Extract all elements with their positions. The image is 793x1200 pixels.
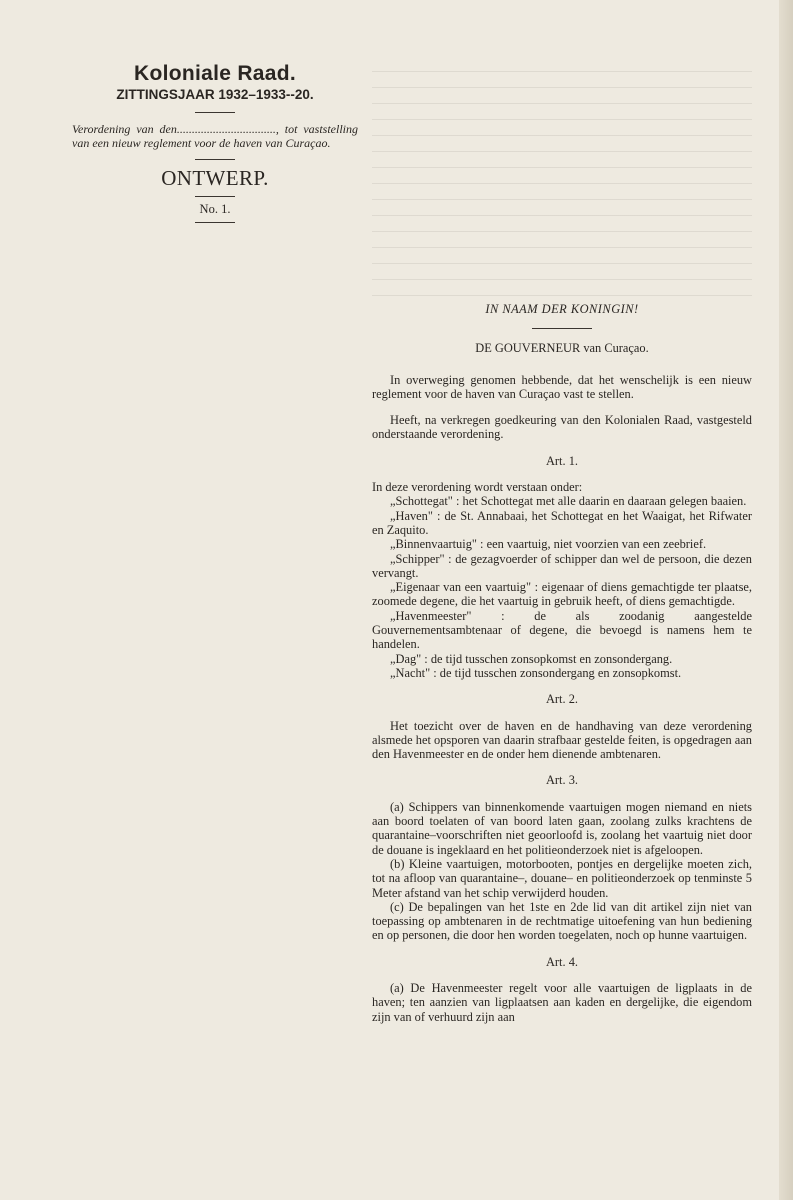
governor-line: DE GOUVERNEUR van Curaçao.: [475, 341, 649, 356]
bleed-through-text: [372, 64, 752, 304]
considering-clause: In overweging genomen hebbende, dat het wenschelijk is een nieuw reglement voor de haven van Curaçao vast te stellen.: [372, 372, 752, 401]
divider: [195, 222, 235, 223]
draft-number: No. 1.: [199, 202, 231, 216]
definition-item: „Dag" : de tijd tusschen zonsopkomst en zonsondergang.: [390, 651, 673, 666]
ordinance-body: [372, 302, 752, 1024]
article-paragraph: (a) De Havenmeester regelt voor alle vaartuigen de ligplaats in de haven; ten aanzien van ligplaatsen aan kaden en dergelijke, die eigendom zijn van of verhuurd zijn aan: [372, 980, 752, 1024]
article-paragraph: Het toezicht over de haven en de handhaving van deze verordening alsmede het opsporen van daarin strafbaar gestelde feiten, is opgedragen aan den Havenmeester en de onder hem dienende ambtenaren.: [372, 718, 752, 762]
council-title: Koloniale Raad.: [133, 62, 297, 85]
page-edge: [779, 0, 793, 1200]
article-paragraph: In deze verordening wordt verstaan onder:: [372, 480, 583, 495]
article-heading: Art. 2.: [545, 692, 578, 707]
session-year: ZITTINGSJAAR 1932–1933--20.: [116, 87, 314, 102]
enacting-clause: Heeft, na verkregen goedkeuring van den Kolonialen Raad, vastgesteld onderstaande verordening.: [372, 413, 752, 442]
definition-item: „Schottegat" : het Schottegat met alle daarin en daaraan gelegen baaien.: [390, 494, 747, 509]
definition-item: „Nacht" : de tijd tusschen zonsondergang en zonsopkomst.: [390, 665, 682, 680]
article-heading: Art. 3.: [545, 773, 578, 788]
document-header: [70, 62, 360, 223]
article-heading: Art. 4.: [545, 954, 578, 969]
article-paragraph: (c) De bepalingen van het 1ste en 2de lid van dit artikel zijn niet van toepassing op ambtenaren in de rechtmatige uitoefening van hun bediening en op personen, die door hen worden toegelaten, noch op hunne vaartuigen.: [372, 899, 752, 943]
article-paragraph: (a) Schippers van binnenkomende vaartuigen mogen niemand en niets aan boord toelaten of van boord laten gaan, zoolang zulks krachtens de quarantaine–voorschriften niet geoorloofd is, zoolang het vaartuig niet door de douane is ingeklaard en het politieonderzoek niet is afgeloopen.: [372, 799, 752, 857]
draft-title: ONTWERP.: [161, 166, 269, 190]
preamble-title: IN NAAM DER KONINGIN!: [485, 302, 639, 316]
article-heading: Art. 1.: [545, 453, 578, 468]
definition-item: „Haven" : de St. Annabaai, het Schottegat en het Waaigat, het Rifwater en Zaquito.: [372, 508, 752, 537]
definition-item: „Binnenvaartuig" : een vaartuig, niet voorzien van een zeebrief.: [390, 537, 707, 552]
definition-item: „Havenmeester" : de als zoodanig aangestelde Gouvernementsambtenaar of degene, die bevoegd is namens hem te handelen.: [372, 608, 752, 652]
article-paragraph: (b) Kleine vaartuigen, motorbooten, pontjes en dergelijke moeten zich, tot na afloop van quarantaine–, douane– en politieonderzoek op tenminste 5 Meter afstand van het schip verwijderd houden.: [372, 856, 752, 900]
definition-item: „Eigenaar van een vaartuig" : eigenaar of diens gemachtigde ter plaatse, zoomede degene, die het vaartuig in gebruik heeft, of diens gemachtigde.: [372, 580, 752, 609]
ordinance-subject: Verordening van den................................., tot vaststelling van een nieuw reglement voor de haven van Curaçao.: [72, 122, 358, 150]
definition-item: „Schipper" : de gezagvoerder of schipper dan wel de persoon, die dezen vervangt.: [372, 551, 752, 580]
